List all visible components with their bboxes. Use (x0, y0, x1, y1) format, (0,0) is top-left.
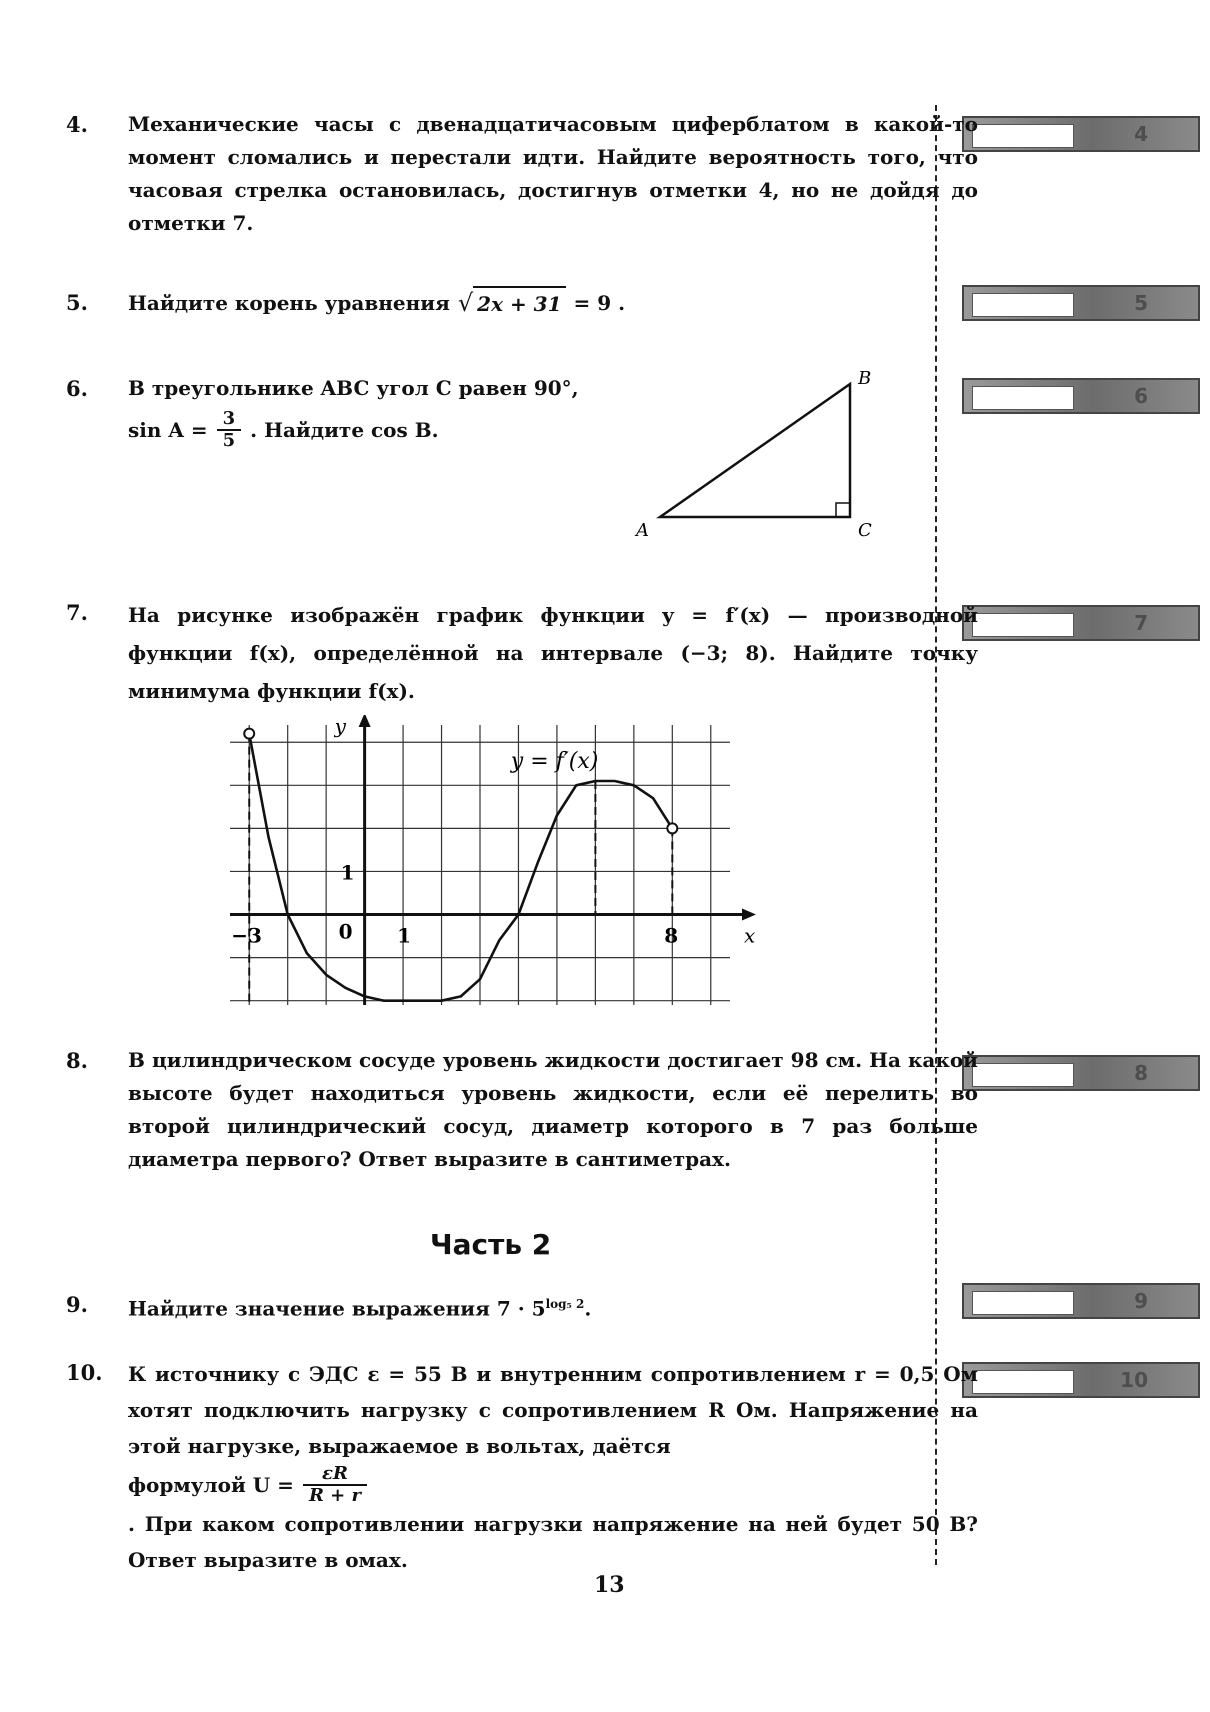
answer-box-label: 8 (1134, 1061, 1148, 1085)
answer-field[interactable] (972, 1291, 1074, 1315)
sqrt-icon: √ (457, 289, 474, 317)
sin-label: sin A = (128, 417, 208, 442)
problem-number: 10. (66, 1360, 103, 1385)
answer-box-label: 10 (1120, 1368, 1148, 1392)
problem-9-text: Найдите значение выражения (128, 1296, 490, 1321)
answer-field[interactable] (972, 1370, 1074, 1394)
answer-box-label: 7 (1134, 611, 1148, 635)
open-point (244, 729, 254, 739)
triangle-figure (630, 362, 890, 542)
y-axis-label: y (334, 715, 346, 738)
problem-4-text: Механические часы с двенадцатичасовым циферблатом в какой-то момент сломались и перестали идти. Найдите вероятность того, что часовая стрелка остановилась, достигнув отметки 4, но не дойдя до отметки 7. (128, 112, 978, 235)
chart-title: y = f′(x) (510, 749, 599, 775)
answer-box-8[interactable] (962, 1055, 1200, 1091)
formula-label: формулой U = (128, 1473, 294, 1497)
answer-field[interactable] (972, 613, 1074, 637)
problem-text (128, 108, 978, 240)
frac-den: R + r (308, 1485, 361, 1506)
problem-number: 5. (66, 290, 88, 315)
problem-10-line2: . При каком сопротивлении нагрузки напряжение на ней будет 50 В? Ответ выразите в омах. (128, 1512, 978, 1572)
problem-number: 6. (66, 376, 88, 401)
problem-7-text: На рисунке изображён график функции y = f′(x) — производной функции f(x), определённой на интервале (−3; 8). Найдите точку минимума функции f(x). (128, 603, 978, 703)
problem-number: 4. (66, 112, 88, 137)
problem-text (128, 596, 978, 710)
tick-label-x-neg3: −3 (231, 923, 262, 948)
expr-exp: log₅ 2 (545, 1297, 585, 1311)
chart-axes (230, 715, 756, 1005)
problem-number: 8. (66, 1048, 88, 1073)
answer-box-5[interactable] (962, 285, 1200, 321)
radicand: 2x + 31 (473, 286, 565, 321)
fraction (306, 1464, 364, 1506)
tick-label-y-1: 1 (340, 860, 355, 885)
problem-number: 7. (66, 600, 88, 625)
expr-base: 7 · 5 (496, 1296, 546, 1321)
derivative-curve (249, 734, 672, 1001)
answer-box-label: 5 (1134, 291, 1148, 315)
frac-num: 3 (222, 408, 236, 429)
answer-box-9[interactable] (962, 1283, 1200, 1319)
x-axis-label: x (744, 923, 756, 948)
problem-number: 9. (66, 1292, 88, 1317)
right-angle-mark (836, 503, 850, 517)
equation-rest: = 9 . (573, 291, 626, 315)
answer-box-10[interactable] (962, 1362, 1200, 1398)
derivative-chart (220, 715, 760, 1015)
expr-end: . (584, 1296, 592, 1321)
chart-grid (230, 725, 730, 1005)
answer-field[interactable] (972, 124, 1074, 148)
tick-label-x-8: 8 (664, 923, 679, 948)
vertex-c: C (858, 520, 872, 541)
tick-label-origin: 0 (338, 919, 353, 944)
fraction (220, 409, 239, 451)
answer-box-7[interactable] (962, 605, 1200, 641)
answer-box-4[interactable] (962, 116, 1200, 152)
answer-box-label: 6 (1134, 384, 1148, 408)
cut-line (935, 105, 937, 1565)
page-number: 13 (594, 1572, 625, 1598)
answer-field[interactable] (972, 1063, 1074, 1087)
triangle-abc (660, 384, 850, 517)
frac-den: 5 (222, 430, 236, 451)
tick-label-x-1: 1 (397, 923, 411, 948)
problem-text (128, 1288, 978, 1326)
answer-box-label: 4 (1134, 122, 1148, 146)
frac-num: εR (322, 1463, 348, 1484)
problem-10-line1: К источнику с ЭДС ε = 55 В и внутренним сопротивлением r = 0,5 Ом хотят подключить нагрузку с сопротивлением R Ом. Напряжение на этой нагрузке, выражаемое в вольтах, даётся (128, 1362, 978, 1458)
y-axis-arrow (359, 715, 371, 727)
problem-text (128, 372, 648, 451)
problem-text (128, 1356, 978, 1578)
open-point (667, 823, 677, 833)
problem-6-tail: . Найдите cos B. (250, 417, 439, 442)
problem-text (128, 1044, 978, 1176)
answer-box-6[interactable] (962, 378, 1200, 414)
vertex-a: A (636, 520, 649, 541)
problem-8-text: В цилиндрическом сосуде уровень жидкости достигает 98 см. На какой высоте будет находиться уровень жидкости, если её перелить во второй цилиндрический сосуд, диаметр которого в 7 раз больше диаметра первого? Ответ выразите в сантиметрах. (128, 1048, 978, 1171)
answer-field[interactable] (972, 386, 1074, 410)
problem-6-line1: В треугольнике ABC угол C равен 90°, (128, 376, 579, 400)
x-axis-arrow (742, 909, 756, 921)
vertex-b: B (858, 368, 872, 389)
answer-box-label: 9 (1134, 1289, 1148, 1313)
chart-marks (244, 729, 677, 1005)
problem-text (128, 286, 978, 321)
part-title: Часть 2 (430, 1228, 552, 1261)
answer-field[interactable] (972, 293, 1074, 317)
problem-5-text: Найдите корень уравнения (128, 291, 450, 315)
